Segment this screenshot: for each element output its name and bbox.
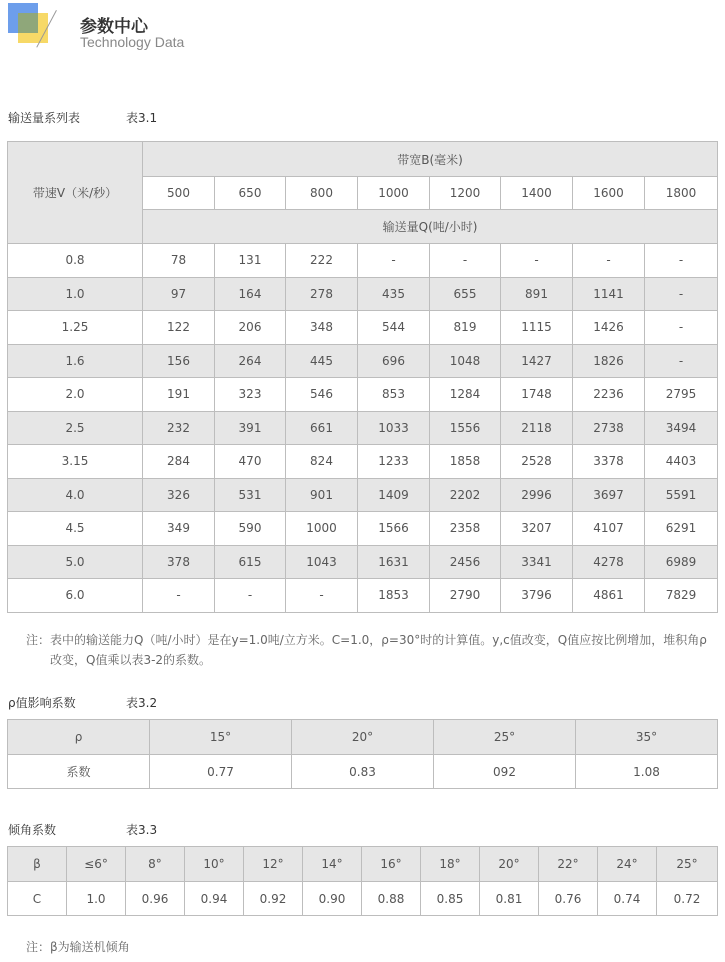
capacity-cell: 435	[358, 277, 430, 311]
table2-number: 表3.2	[126, 696, 158, 710]
angle-header-cell: 18°	[421, 847, 480, 882]
angle-value-cell: 0.94	[185, 882, 244, 916]
capacity-cell: -	[215, 579, 286, 613]
capacity-cell: 1000	[286, 512, 358, 546]
capacity-cell: 323	[215, 378, 286, 412]
capacity-cell: 661	[286, 411, 358, 445]
capacity-cell: 131	[215, 244, 286, 278]
angle-value-cell: 0.72	[657, 882, 718, 916]
angle-value-cell: 0.81	[480, 882, 539, 916]
angle-header-cell: 8°	[126, 847, 185, 882]
angle-header-cell: 10°	[185, 847, 244, 882]
speed-cell: 0.8	[8, 244, 143, 278]
capacity-cell: 164	[215, 277, 286, 311]
capacity-cell: 3207	[501, 512, 573, 546]
page-subtitle: Technology Data	[80, 34, 185, 50]
angle-header-cell: 16°	[362, 847, 421, 882]
capacity-cell: 1748	[501, 378, 573, 412]
rho-coefficient-table	[7, 719, 718, 789]
table-row	[8, 579, 718, 613]
capacity-cell: 349	[143, 512, 215, 546]
rho-value-cell: 0.77	[150, 755, 292, 789]
capacity-cell: 546	[286, 378, 358, 412]
capacity-cell: 156	[143, 344, 215, 378]
capacity-cell: 191	[143, 378, 215, 412]
angle-header-cell: 22°	[539, 847, 598, 882]
table-row	[8, 378, 718, 412]
capacity-cell: 3378	[573, 445, 645, 479]
table-row	[8, 344, 718, 378]
capacity-cell: 1566	[358, 512, 430, 546]
capacity-cell: 3796	[501, 579, 573, 613]
table3-label: 倾角系数	[8, 823, 57, 837]
table-row	[8, 512, 718, 546]
width-header-cell: 1400	[501, 177, 573, 210]
capacity-cell: -	[430, 244, 501, 278]
angle-value-cell: 0.90	[303, 882, 362, 916]
capacity-cell: 3494	[645, 411, 718, 445]
capacity-cell: -	[645, 244, 718, 278]
angle-header-cell: ≤6°	[67, 847, 126, 882]
capacity-cell: 1033	[358, 411, 430, 445]
rho-value-cell: 1.08	[576, 755, 718, 789]
speed-header: 带速V（米/秒）	[8, 142, 143, 244]
capacity-cell: 1048	[430, 344, 501, 378]
capacity-cell: 853	[358, 378, 430, 412]
table-row	[8, 277, 718, 311]
capacity-cell: 1427	[501, 344, 573, 378]
capacity-cell: 2795	[645, 378, 718, 412]
table1-note-line2: 改变，Q值乘以表3-2的系数。	[50, 653, 212, 667]
capacity-cell: -	[573, 244, 645, 278]
capacity-cell: 1631	[358, 545, 430, 579]
capacity-cell: 4107	[573, 512, 645, 546]
capacity-cell: 3341	[501, 545, 573, 579]
capacity-cell: 122	[143, 311, 215, 345]
capacity-cell: 1284	[430, 378, 501, 412]
capacity-cell: 655	[430, 277, 501, 311]
angle-header-cell: 14°	[303, 847, 362, 882]
speed-cell: 6.0	[8, 579, 143, 613]
angle-header-cell: β	[8, 847, 67, 882]
capacity-cell: 264	[215, 344, 286, 378]
capacity-cell: 2202	[430, 478, 501, 512]
capacity-cell: 4403	[645, 445, 718, 479]
table1-caption	[8, 109, 208, 126]
speed-cell: 2.5	[8, 411, 143, 445]
page-title: 参数中心	[80, 17, 148, 37]
capacity-cell: 6291	[645, 512, 718, 546]
capacity-cell: 7829	[645, 579, 718, 613]
rho-value-cell: 系数	[8, 755, 150, 789]
angle-value-cell: 0.96	[126, 882, 185, 916]
speed-cell: 4.5	[8, 512, 143, 546]
width-header-cell: 1200	[430, 177, 501, 210]
rho-header-cell: ρ	[8, 720, 150, 755]
angle-header-cell: 24°	[598, 847, 657, 882]
width-header-cell: 800	[286, 177, 358, 210]
capacity-cell: 891	[501, 277, 573, 311]
capacity-cell: 1115	[501, 311, 573, 345]
capacity-cell: 97	[143, 277, 215, 311]
capacity-cell: 6989	[645, 545, 718, 579]
capacity-cell: 2996	[501, 478, 573, 512]
capacity-cell: 222	[286, 244, 358, 278]
width-header-cell: 1800	[645, 177, 718, 210]
capacity-cell: -	[501, 244, 573, 278]
capacity-cell: 1826	[573, 344, 645, 378]
rho-value-cell: 0.83	[292, 755, 434, 789]
speed-cell: 5.0	[8, 545, 143, 579]
speed-cell: 4.0	[8, 478, 143, 512]
table2-caption	[8, 694, 208, 711]
capacity-cell: 1556	[430, 411, 501, 445]
table-row	[8, 545, 718, 579]
capacity-cell: 544	[358, 311, 430, 345]
capacity-cell: 5591	[645, 478, 718, 512]
capacity-cell: 445	[286, 344, 358, 378]
rho-value-cell: 092	[434, 755, 576, 789]
capacity-cell: 4861	[573, 579, 645, 613]
table1-label: 输送量系列表	[8, 111, 81, 125]
capacity-cell: 824	[286, 445, 358, 479]
speed-cell: 3.15	[8, 445, 143, 479]
rho-header-cell: 35°	[576, 720, 718, 755]
capacity-cell: 2528	[501, 445, 573, 479]
capacity-cell: 326	[143, 478, 215, 512]
capacity-cell: 615	[215, 545, 286, 579]
capacity-cell: 2358	[430, 512, 501, 546]
capacity-cell: 284	[143, 445, 215, 479]
capacity-cell: 2118	[501, 411, 573, 445]
capacity-cell: -	[645, 344, 718, 378]
angle-value-cell: 0.76	[539, 882, 598, 916]
capacity-cell: 1043	[286, 545, 358, 579]
capacity-cell: -	[358, 244, 430, 278]
table2-label: ρ值影响系数	[8, 696, 76, 710]
table-row	[8, 478, 718, 512]
speed-cell: 1.25	[8, 311, 143, 345]
speed-cell: 2.0	[8, 378, 143, 412]
width-header-cell: 1000	[358, 177, 430, 210]
capacity-cell: -	[645, 277, 718, 311]
capacity-cell: 1409	[358, 478, 430, 512]
capacity-cell: 901	[286, 478, 358, 512]
table1-note-line1: 注：表中的输送能力Q（吨/小时）是在y=1.0吨/立方米。C=1.0，ρ=30°时的计算值。y,c值改变，Q值应按比例增加，堆积角ρ	[26, 633, 707, 647]
angle-value-cell: 0.92	[244, 882, 303, 916]
capacity-cell: 4278	[573, 545, 645, 579]
table-row	[8, 411, 718, 445]
capacity-cell: 696	[358, 344, 430, 378]
rho-header-cell: 25°	[434, 720, 576, 755]
capacity-cell: 2236	[573, 378, 645, 412]
angle-header-cell: 12°	[244, 847, 303, 882]
capacity-cell: -	[286, 579, 358, 613]
capacity-cell: 2738	[573, 411, 645, 445]
capacity-cell: 1233	[358, 445, 430, 479]
capacity-cell: -	[143, 579, 215, 613]
table-row	[8, 311, 718, 345]
capacity-cell: 348	[286, 311, 358, 345]
capacity-cell: 2790	[430, 579, 501, 613]
table1-note	[26, 630, 716, 670]
speed-cell: 1.0	[8, 277, 143, 311]
angle-value-cell: 0.74	[598, 882, 657, 916]
capacity-cell: 3697	[573, 478, 645, 512]
capacity-cell: -	[645, 311, 718, 345]
inclination-coefficient-table	[7, 846, 718, 916]
table3-number: 表3.3	[126, 823, 158, 837]
width-header: 带宽B(毫米)	[143, 142, 718, 177]
capacity-cell: 2456	[430, 545, 501, 579]
rho-header-cell: 15°	[150, 720, 292, 755]
width-header-cell: 650	[215, 177, 286, 210]
angle-value-cell: 0.88	[362, 882, 421, 916]
capacity-cell: 590	[215, 512, 286, 546]
capacity-cell: 1853	[358, 579, 430, 613]
table1-number: 表3.1	[126, 111, 158, 125]
speed-cell: 1.6	[8, 344, 143, 378]
capacity-cell: 470	[215, 445, 286, 479]
capacity-cell: 1141	[573, 277, 645, 311]
angle-value-cell: 1.0	[67, 882, 126, 916]
capacity-cell: 78	[143, 244, 215, 278]
capacity-header: 输送量Q(吨/小时)	[143, 210, 718, 244]
angle-header-cell: 20°	[480, 847, 539, 882]
table-row	[8, 445, 718, 479]
capacity-cell: 206	[215, 311, 286, 345]
capacity-cell: 1426	[573, 311, 645, 345]
width-header-cell: 500	[143, 177, 215, 210]
capacity-cell: 819	[430, 311, 501, 345]
capacity-cell: 1858	[430, 445, 501, 479]
capacity-cell: 278	[286, 277, 358, 311]
table-row	[8, 244, 718, 278]
table3-caption	[8, 821, 208, 838]
capacity-cell: 391	[215, 411, 286, 445]
conveying-capacity-table	[7, 141, 718, 613]
capacity-cell: 232	[143, 411, 215, 445]
capacity-cell: 531	[215, 478, 286, 512]
angle-value-cell: 0.85	[421, 882, 480, 916]
page-header	[0, 0, 725, 60]
capacity-cell: 378	[143, 545, 215, 579]
angle-header-cell: 25°	[657, 847, 718, 882]
angle-value-cell: C	[8, 882, 67, 916]
table3-note: 注：β为输送机倾角	[26, 940, 130, 954]
rho-header-cell: 20°	[292, 720, 434, 755]
width-header-cell: 1600	[573, 177, 645, 210]
